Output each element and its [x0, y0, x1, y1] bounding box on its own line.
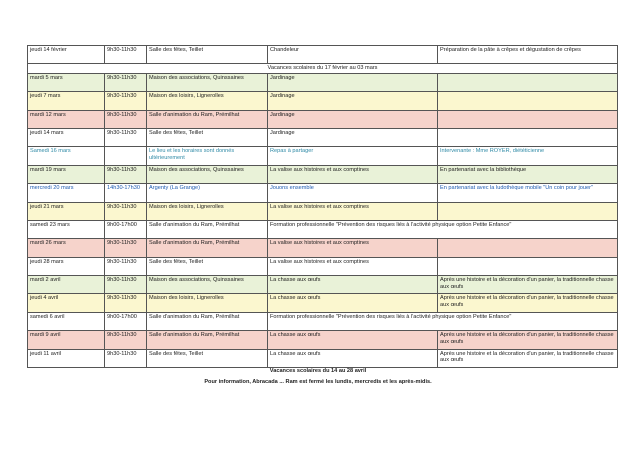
- time-cell: 9h00-17h00: [105, 220, 147, 238]
- schedule-row: [28, 165, 618, 183]
- place-cell: Maison des loisirs, Lignerolles: [147, 294, 268, 312]
- activity-cell: La chasse aux œufs: [268, 331, 438, 349]
- footer-closure-note: Pour information, Abracada ... Ram est fermé les lundis, mercredis et les après-midis.: [204, 379, 432, 385]
- activity-cell: Formation professionnelle "Prévention des risques liés à l'activité physique option Petite Enfance": [268, 220, 618, 238]
- time-cell: 9h30-11h30: [105, 331, 147, 349]
- note-cell: En partenariat avec la ludothèque mobile "Un coin pour jouer": [438, 184, 618, 202]
- time-cell: 9h30-11h30: [105, 294, 147, 312]
- note-cell: Préparation de la pâte à crêpes et dégustation de crêpes: [438, 46, 618, 64]
- place-cell: Maison des loisirs, Lignerolles: [147, 92, 268, 110]
- activity-cell: Formation professionnelle "Prévention des risques liés à l'activité physique option Petite Enfance": [268, 312, 618, 330]
- place-cell: Maison des associations, Quinssaines: [147, 73, 268, 91]
- activity-cell: Jardinage: [268, 110, 438, 128]
- time-cell: 9h30-11h30: [105, 92, 147, 110]
- time-cell: 9h30-11h30: [105, 276, 147, 294]
- time-cell: 9h30-11h30: [105, 110, 147, 128]
- place-cell: Salle d'animation du Ram, Prémilhat: [147, 239, 268, 257]
- note-cell: Après une histoire et la décoration d'un panier, la traditionnelle chasse aux œufs: [438, 294, 618, 312]
- date-cell: mardi 26 mars: [28, 239, 105, 257]
- time-cell: 14h30-17h30: [105, 184, 147, 202]
- date-cell: jeudi 11 avril: [28, 349, 105, 367]
- activity-cell: La chasse aux œufs: [268, 349, 438, 367]
- date-cell: samedi 23 mars: [28, 220, 105, 238]
- place-cell: Salle d'animation du Ram, Prémilhat: [147, 220, 268, 238]
- note-cell: [438, 128, 618, 146]
- activity-cell: La chasse aux œufs: [268, 276, 438, 294]
- place-cell: Salle des fêtes, Teillet: [147, 46, 268, 64]
- note-cell: Après une histoire et la décoration d'un panier, la traditionnelle chasse aux œufs: [438, 349, 618, 367]
- schedule-row: [28, 184, 618, 202]
- activity-cell: La valise aux histoires et aux comptines: [268, 202, 438, 220]
- note-cell: [438, 202, 618, 220]
- place-cell: Salle des fêtes, Teillet: [147, 128, 268, 146]
- schedule-row: [28, 349, 618, 367]
- place-cell: Salle des fêtes, Teillet: [147, 349, 268, 367]
- date-cell: jeudi 14 février: [28, 46, 105, 64]
- activity-cell: Jardinage: [268, 73, 438, 91]
- date-cell: Samedi 16 mars: [28, 147, 105, 165]
- activity-cell: Jardinage: [268, 92, 438, 110]
- place-cell: Maison des associations, Quinssaines: [147, 165, 268, 183]
- date-cell: mercredi 20 mars: [28, 184, 105, 202]
- time-cell: 9h30-11h30: [105, 73, 147, 91]
- time-cell: 9h30-11h30: [105, 239, 147, 257]
- note-cell: En partenariat avec la bibliothèque: [438, 165, 618, 183]
- place-cell: Salle des fêtes, Teillet: [147, 257, 268, 275]
- schedule-row: [28, 147, 618, 165]
- schedule-row: [28, 92, 618, 110]
- note-cell: [438, 92, 618, 110]
- activity-cell: Jouons ensemble: [268, 184, 438, 202]
- activity-cell: La valise aux histoires et aux comptines: [268, 165, 438, 183]
- schedule-table: [27, 45, 618, 368]
- schedule-row: [28, 294, 618, 312]
- schedule-row: [28, 312, 618, 330]
- note-cell: [438, 73, 618, 91]
- schedule-body: [28, 46, 618, 368]
- time-cell: 9h30-11h30: [105, 349, 147, 367]
- schedule-row: [28, 276, 618, 294]
- activity-cell: Repas à partager: [268, 147, 438, 165]
- time-cell: 9h00-17h00: [105, 312, 147, 330]
- schedule-row: [28, 73, 618, 91]
- place-cell: Salle d'animation du Ram, Prémilhat: [147, 110, 268, 128]
- footer-vacation-note: Vacances scolaires du 14 au 28 avril: [269, 368, 367, 374]
- schedule-row: [28, 257, 618, 275]
- place-cell: Salle d'animation du Ram, Prémilhat: [147, 312, 268, 330]
- schedule-row: [28, 202, 618, 220]
- time-cell: 9h30-11h30: [105, 165, 147, 183]
- date-cell: jeudi 28 mars: [28, 257, 105, 275]
- note-cell: [438, 257, 618, 275]
- date-cell: jeudi 4 avril: [28, 294, 105, 312]
- place-cell: Maison des associations, Quinssaines: [147, 276, 268, 294]
- place-cell: Maison des loisirs, Lignerolles: [147, 202, 268, 220]
- vacation-row: [28, 64, 618, 73]
- activity-cell: La valise aux histoires et aux comptines: [268, 257, 438, 275]
- vacation-text: Vacances scolaires du 17 février au 03 mars: [28, 64, 618, 73]
- note-cell: Après une histoire et la décoration d'un panier, la traditionnelle chasse aux œufs: [438, 276, 618, 294]
- note-cell: [438, 239, 618, 257]
- time-cell: 9h30-11h30: [105, 257, 147, 275]
- activity-cell: La chasse aux œufs: [268, 294, 438, 312]
- note-cell: Intervenante : Mme ROYER, diététicienne: [438, 147, 618, 165]
- date-cell: mardi 5 mars: [28, 73, 105, 91]
- date-cell: mardi 12 mars: [28, 110, 105, 128]
- activity-cell: Chandeleur: [268, 46, 438, 64]
- time-cell: [105, 147, 147, 165]
- schedule-row: [28, 331, 618, 349]
- place-cell: Le lieu et les horaires sont donnés ultérieurement: [147, 147, 268, 165]
- note-cell: [438, 110, 618, 128]
- time-cell: 9h30-11h30: [105, 128, 147, 146]
- schedule-row: [28, 110, 618, 128]
- schedule-row: [28, 239, 618, 257]
- place-cell: Salle d'animation du Ram, Prémilhat: [147, 331, 268, 349]
- schedule-row: [28, 128, 618, 146]
- activity-cell: Jardinage: [268, 128, 438, 146]
- schedule-row: [28, 46, 618, 64]
- date-cell: mardi 19 mars: [28, 165, 105, 183]
- date-cell: jeudi 14 mars: [28, 128, 105, 146]
- schedule-row: [28, 220, 618, 238]
- date-cell: mardi 9 avril: [28, 331, 105, 349]
- date-cell: jeudi 21 mars: [28, 202, 105, 220]
- date-cell: mardi 2 avril: [28, 276, 105, 294]
- activity-cell: La valise aux histoires et aux comptines: [268, 239, 438, 257]
- note-cell: Après une histoire et la décoration d'un panier, la traditionnelle chasse aux œufs: [438, 331, 618, 349]
- date-cell: samedi 6 avril: [28, 312, 105, 330]
- time-cell: 9h30-11h30: [105, 202, 147, 220]
- time-cell: 9h30-11h30: [105, 46, 147, 64]
- date-cell: jeudi 7 mars: [28, 92, 105, 110]
- place-cell: Argenty (La Grange): [147, 184, 268, 202]
